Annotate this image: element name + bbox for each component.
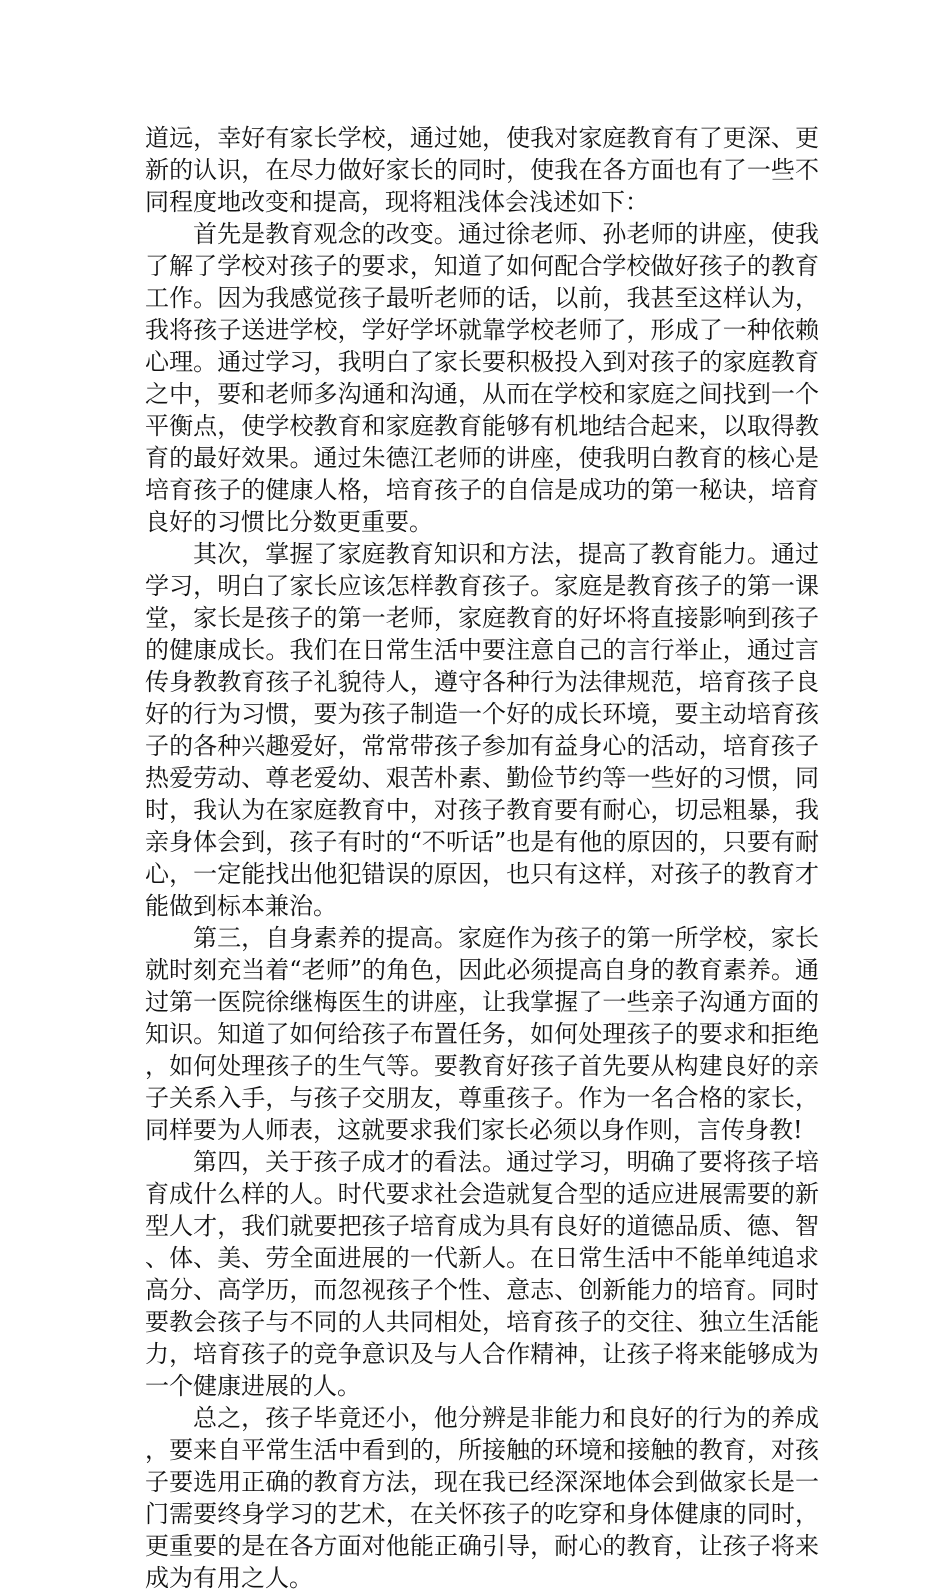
paragraph-1: 道远，幸好有家长学校，通过她，使我对家庭教育有了更深、更新的认识，在尽力做好家长的同时，使我在各方面也有了一些不同程度地改变和提高，现将粗浅体会浅述如下： <box>145 124 819 216</box>
paragraph-4: 第三，自身素养的提高。家庭作为孩子的第一所学校，家长就时刻充当着“老师”的角色，因此必须提高自身的教育素养。通过第一医院徐继梅医生的讲座，让我掌握了一些亲子沟通方面的知识。知道了如何给孩子布置任务，如何处理孩子的要求和拒绝，如何处理孩子的生气等。要教育好孩子首先要从构建良好的亲子关系入手，与孩子交朋友，尊重孩子。作为一名合格的家长，同样要为人师表，这就要求我们家长必须以身作则，言传身教! <box>145 924 819 1144</box>
paragraph-2: 首先是教育观念的改变。通过徐老师、孙老师的讲座，使我了解了学校对孩子的要求，知道了如何配合学校做好孩子的教育工作。因为我感觉孩子最听老师的话，以前，我甚至这样认为，我将孩子送进学校，学好学坏就靠学校老师了，形成了一种依赖心理。通过学习，我明白了家长要积极投入到对孩子的家庭教育之中，要和老师多沟通和沟通，从而在学校和家庭之间找到一个平衡点，使学校教育和家庭教育能够有机地结合起来，以取得教育的最好效果。通过朱德江老师的讲座，使我明白教育的核心是培育孩子的健康人格，培育孩子的自信是成功的第一秘诀，培育良好的习惯比分数更重要。 <box>145 220 819 536</box>
paragraph-5: 第四，关于孩子成才的看法。通过学习，明确了要将孩子培育成什么样的人。时代要求社会造就复合型的适应进展需要的新型人才，我们就要把孩子培育成为具有良好的道德品质、德、智、体、美、劳全面进展的一代新人。在日常生活中不能单纯追求高分、高学历，而忽视孩子个性、意志、创新能力的培育。同时要教会孩子与不同的人共同相处，培育孩子的交往、独立生活能力，培育孩子的竞争意识及与人合作精神，让孩子将来能够成为一个健康进展的人。 <box>145 1148 819 1400</box>
paragraph-3: 其次，掌握了家庭教育知识和方法，提高了教育能力。通过学习，明白了家长应该怎样教育孩子。家庭是教育孩子的第一课堂，家长是孩子的第一老师，家庭教育的好坏将直接影响到孩子的健康成长。我们在日常生活中要注意自己的言行举止，通过言传身教教育孩子礼貌待人，遵守各种行为法律规范，培育孩子良好的行为习惯，要为孩子制造一个好的成长环境，要主动培育孩子的各种兴趣爱好，常常带孩子参加有益身心的活动，培育孩子热爱劳动、尊老爱幼、艰苦朴素、勤俭节约等一些好的习惯，同时，我认为在家庭教育中，对孩子教育要有耐心，切忌粗暴，我亲身体会到，孩子有时的“不听话”也是有他的原因的，只要有耐心，一定能找出他犯错误的原因，也只有这样，对孩子的教育才能做到标本兼治。 <box>145 540 819 920</box>
paragraph-6: 总之，孩子毕竟还小，他分辨是非能力和良好的行为的养成，要来自平常生活中看到的，所接触的环境和接触的教育，对孩子要选用正确的教育方法，现在我已经深深地体会到做家长是一门需要终身学习的艺术，在关怀孩子的吃穿和身体健康的同时，更重要的是在各方面对他能正确引导，耐心的教育，让孩子将来成为有用之人。 <box>145 1404 819 1592</box>
document-body <box>145 122 819 1594</box>
